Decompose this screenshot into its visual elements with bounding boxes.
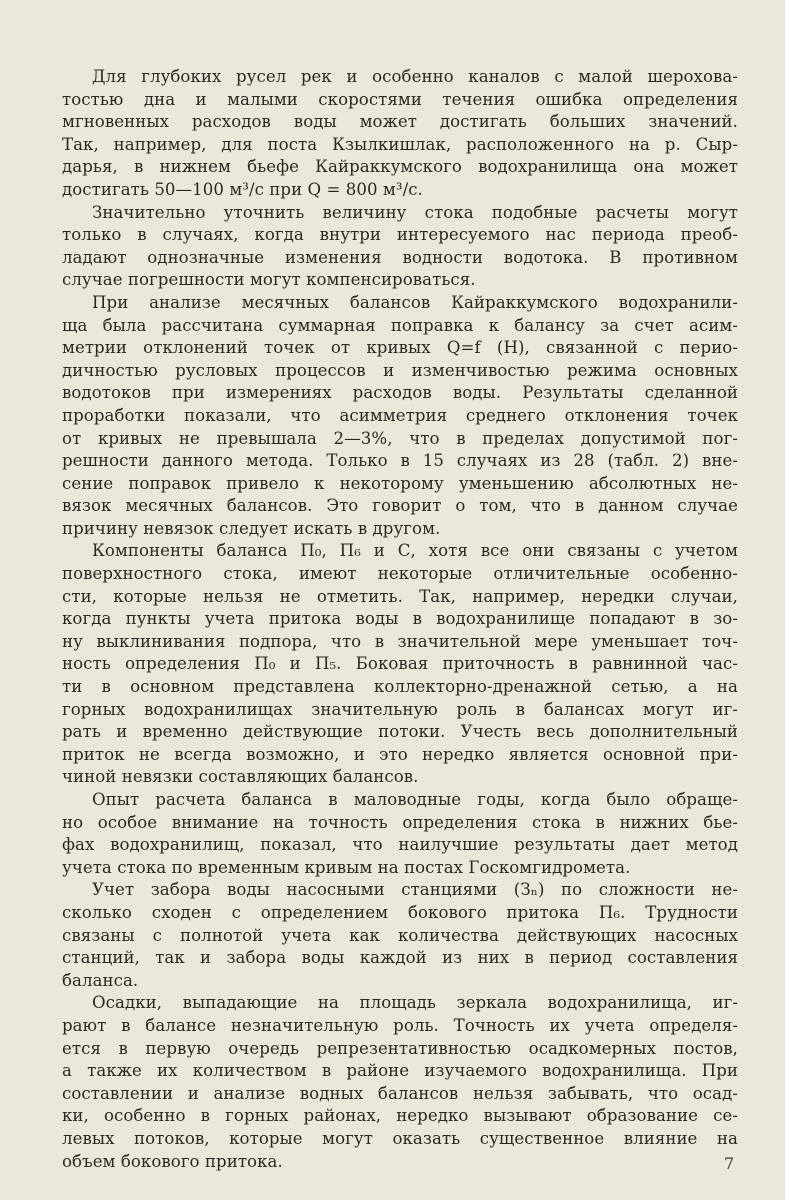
text-line: фах водохранилищ, показал, что наилучшие результаты дает метод [62, 835, 738, 855]
text-line: решности данного метода. Только в 15 случаях из 28 (табл. 2) вне- [62, 451, 738, 471]
text-line: дарья, в нижнем бьефе Кайраккумского водохранилища она может [62, 157, 738, 177]
text-line: рают в балансе незначительную роль. Точность их учета определя- [62, 1015, 738, 1035]
paragraph [62, 789, 738, 879]
text-line: от кривых не превышала 2—3%, что в пределах допустимой пог- [62, 428, 738, 448]
text-line: ки, особенно в горных районах, нередко вызывают образование се- [62, 1106, 738, 1126]
paragraph [62, 992, 738, 1173]
text-line: когда пункты учета притока воды в водохранилище попадают в зо- [62, 609, 738, 629]
text-line: Так, например, для поста Кзылкишлак, расположенного на р. Сыр- [62, 134, 738, 154]
text-line: баланса. [62, 970, 139, 990]
text-line: тостью дна и малыми скоростями течения ошибка определения [62, 89, 738, 109]
paragraph [62, 66, 738, 202]
text-line: горных водохранилищах значительную роль в балансах могут иг- [62, 699, 738, 719]
text-line: Значительно уточнить величину стока подобные расчеты могут [92, 202, 738, 222]
text-line: проработки показали, что асимметрия среднего отклонения точек [62, 405, 738, 425]
text-line: Опыт расчета баланса в маловодные годы, когда было обраще- [92, 790, 738, 809]
text-line: ется в первую очередь репрезентативностью осадкомерных постов, [62, 1038, 738, 1058]
text-line: вязок месячных балансов. Это говорит о том, что в данном случае [62, 496, 738, 516]
text-line: составлении и анализе водных балансов нельзя забывать, что осад- [62, 1083, 738, 1103]
text-line: приток не всегда возможно, и это нередко является основной при- [62, 744, 738, 764]
text-line: ну выклинивания подпора, что в значительной мере уменьшает точ- [62, 631, 738, 651]
text-line: случае погрешности могут компенсироваться. [62, 270, 476, 290]
text-line: Для глубоких русел рек и особенно каналов с малой шерохова- [92, 67, 738, 86]
text-line: левых потоков, которые могут оказать существенное влияние на [62, 1128, 738, 1148]
paragraph [62, 202, 738, 292]
text-line: дичностью русловых процессов и изменчивостью режима основных [62, 360, 738, 380]
text-line: водотоков при измерениях расходов воды. Результаты сделанной [62, 383, 738, 403]
page-number: 7 [724, 1154, 735, 1173]
text-line: а также их количеством в районе изучаемого водохранилища. При [62, 1061, 738, 1081]
text-line: ща была рассчитана суммарная поправка к балансу за счет асим- [62, 315, 738, 335]
text-line: ность определения П₀ и П₅. Боковая приточность в равнинной час- [62, 654, 738, 674]
text-line: связаны с полнотой учета как количества действующих насосных [62, 925, 738, 945]
paragraph [62, 540, 738, 789]
text-line: причину невязок следует искать в другом. [62, 518, 441, 538]
text-line: сколько сходен с определением бокового притока П₆. Трудности [62, 902, 738, 922]
paragraph [62, 879, 738, 992]
text-line: только в случаях, когда внутри интересуемого нас периода преоб- [62, 225, 738, 245]
text-line: сение поправок привело к некоторому уменьшению абсолютных не- [62, 473, 738, 493]
text-line: Компоненты баланса П₀, П₆ и С, хотя все они связаны с учетом [92, 541, 738, 561]
text-line: сти, которые нельзя не отметить. Так, например, нередки случаи, [62, 586, 738, 606]
text-line: но особое внимание на точность определения стока в нижних бье- [62, 812, 738, 832]
text-line: станций, так и забора воды каждой из них в период составления [62, 948, 738, 968]
text-line: Учет забора воды насосными станциями (Зₙ) по сложности не- [92, 880, 738, 900]
paragraph [62, 292, 738, 541]
text-line: мгновенных расходов воды может достигать больших значений. [62, 112, 738, 132]
text-line: объем бокового притока. [62, 1151, 283, 1171]
text-line: учета стока по временным кривым на постах Госкомгидромета. [62, 857, 631, 877]
text-line: метрии отклонений точек от кривых Q=f (H), связанной с перио- [62, 338, 738, 358]
text-line: чиной невязки составляющих балансов. [62, 767, 419, 787]
text-line: достигать 50—100 м³/с при Q = 800 м³/с. [62, 179, 423, 199]
text-line: ти в основном представлена коллекторно-дренажной сетью, а на [62, 677, 738, 697]
body-text [62, 66, 738, 1173]
text-line: При анализе месячных балансов Кайраккумского водохранили- [92, 292, 738, 312]
text-line: рать и временно действующие потоки. Учесть весь дополнительный [62, 722, 738, 742]
text-line: поверхностного стока, имеют некоторые отличительные особенно- [62, 564, 738, 584]
text-line: Осадки, выпадающие на площадь зеркала водохранилища, иг- [92, 993, 738, 1013]
text-line: ладают однозначные изменения водности водотока. В противном [62, 247, 738, 267]
